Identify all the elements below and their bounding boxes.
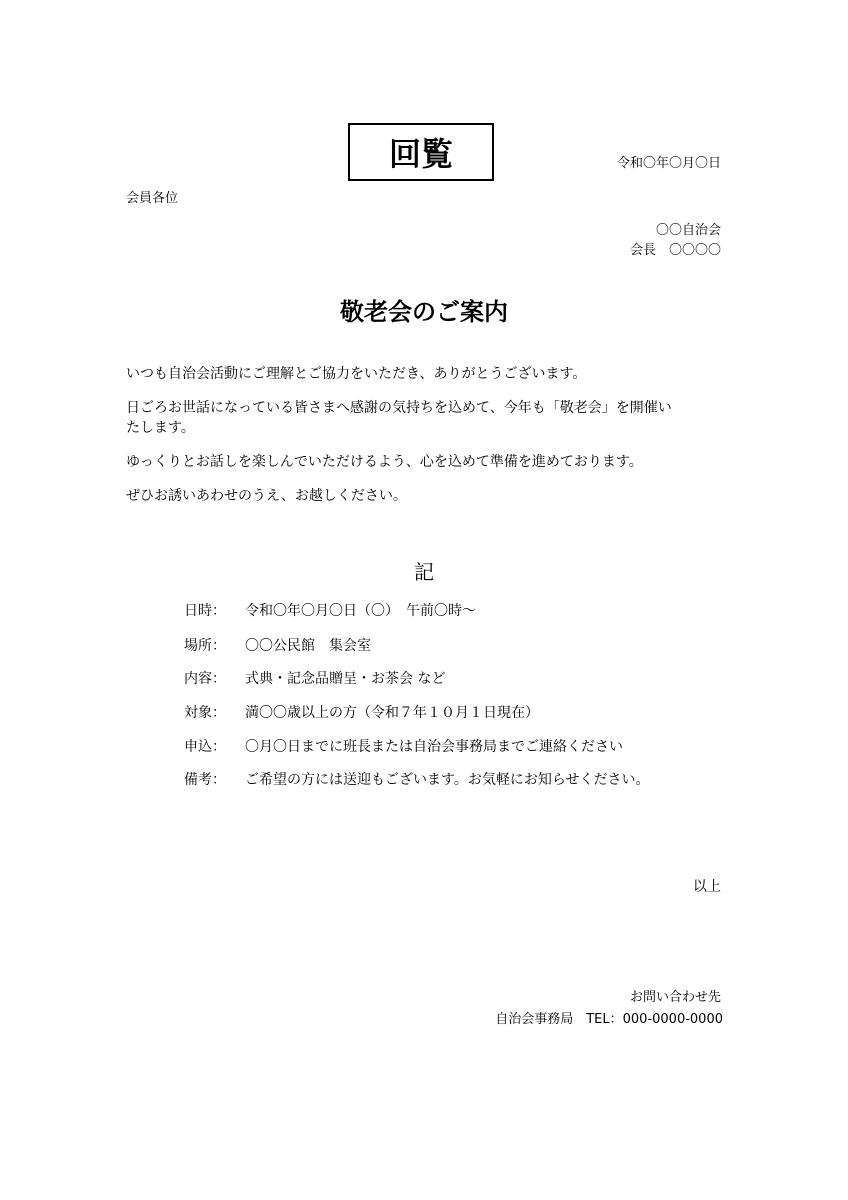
- sender-org: 〇〇自治会: [655, 223, 721, 238]
- detail-value: 満〇〇歳以上の方（令和７年１０月１日現在）: [245, 705, 539, 721]
- recipient: 会員各位: [126, 191, 179, 206]
- detail-value: 〇〇公民館 集会室: [245, 638, 371, 654]
- detail-row-datetime: [184, 600, 476, 620]
- ki-heading: 記: [414, 560, 434, 584]
- contact-heading: お問い合わせ先: [629, 990, 721, 1005]
- detail-label: 内容：: [184, 671, 226, 687]
- circulation-label: 回覧: [388, 135, 453, 173]
- detail-value: 令和〇年〇月〇日（〇） 午前〇時～: [245, 603, 476, 619]
- detail-label: 備考：: [184, 772, 226, 788]
- body-paragraph-2-line-2: たします。: [126, 420, 195, 436]
- detail-row-application: [184, 736, 623, 756]
- body-paragraph-4: ぜひお誘いあわせのうえ、お越しください。: [126, 488, 407, 504]
- detail-row-place: [184, 635, 371, 655]
- detail-row-notes: [184, 769, 649, 789]
- detail-label: 日時：: [184, 603, 226, 619]
- detail-row-target: [184, 702, 539, 722]
- body-paragraph-2-line-1: 日ごろお世話になっている皆さまへ感謝の気持ちを込めて、今年も「敬老会」を開催い: [126, 400, 672, 416]
- detail-label: 対象：: [184, 705, 226, 721]
- detail-row-content: [184, 668, 445, 688]
- contact-line: 自治会事務局 TEL：000-0000-0000: [495, 1012, 723, 1027]
- sender-name: 会長 〇〇〇〇: [629, 243, 721, 258]
- body-paragraph-1: いつも自治会活動にご理解とご協力をいただき、ありがとうございます。: [126, 366, 587, 382]
- closing-ijou: 以上: [693, 879, 721, 895]
- body-paragraph-3: ゆっくりとお話しを楽しんでいただけるよう、心を込めて準備を進めております。: [126, 454, 643, 470]
- issue-date: 令和〇年〇月〇日: [616, 156, 721, 171]
- circulation-box: [348, 123, 494, 181]
- detail-label: 申込：: [184, 739, 226, 755]
- detail-value: 式典・記念品贈呈・お茶会 など: [245, 671, 446, 687]
- detail-label: 場所：: [184, 638, 226, 654]
- detail-value: 〇月〇日までに班長または自治会事務局までご連絡ください: [245, 739, 623, 755]
- page-title: 敬老会のご案内: [340, 298, 508, 326]
- detail-value: ご希望の方には送迎もございます。お気軽にお知らせください。: [245, 772, 650, 788]
